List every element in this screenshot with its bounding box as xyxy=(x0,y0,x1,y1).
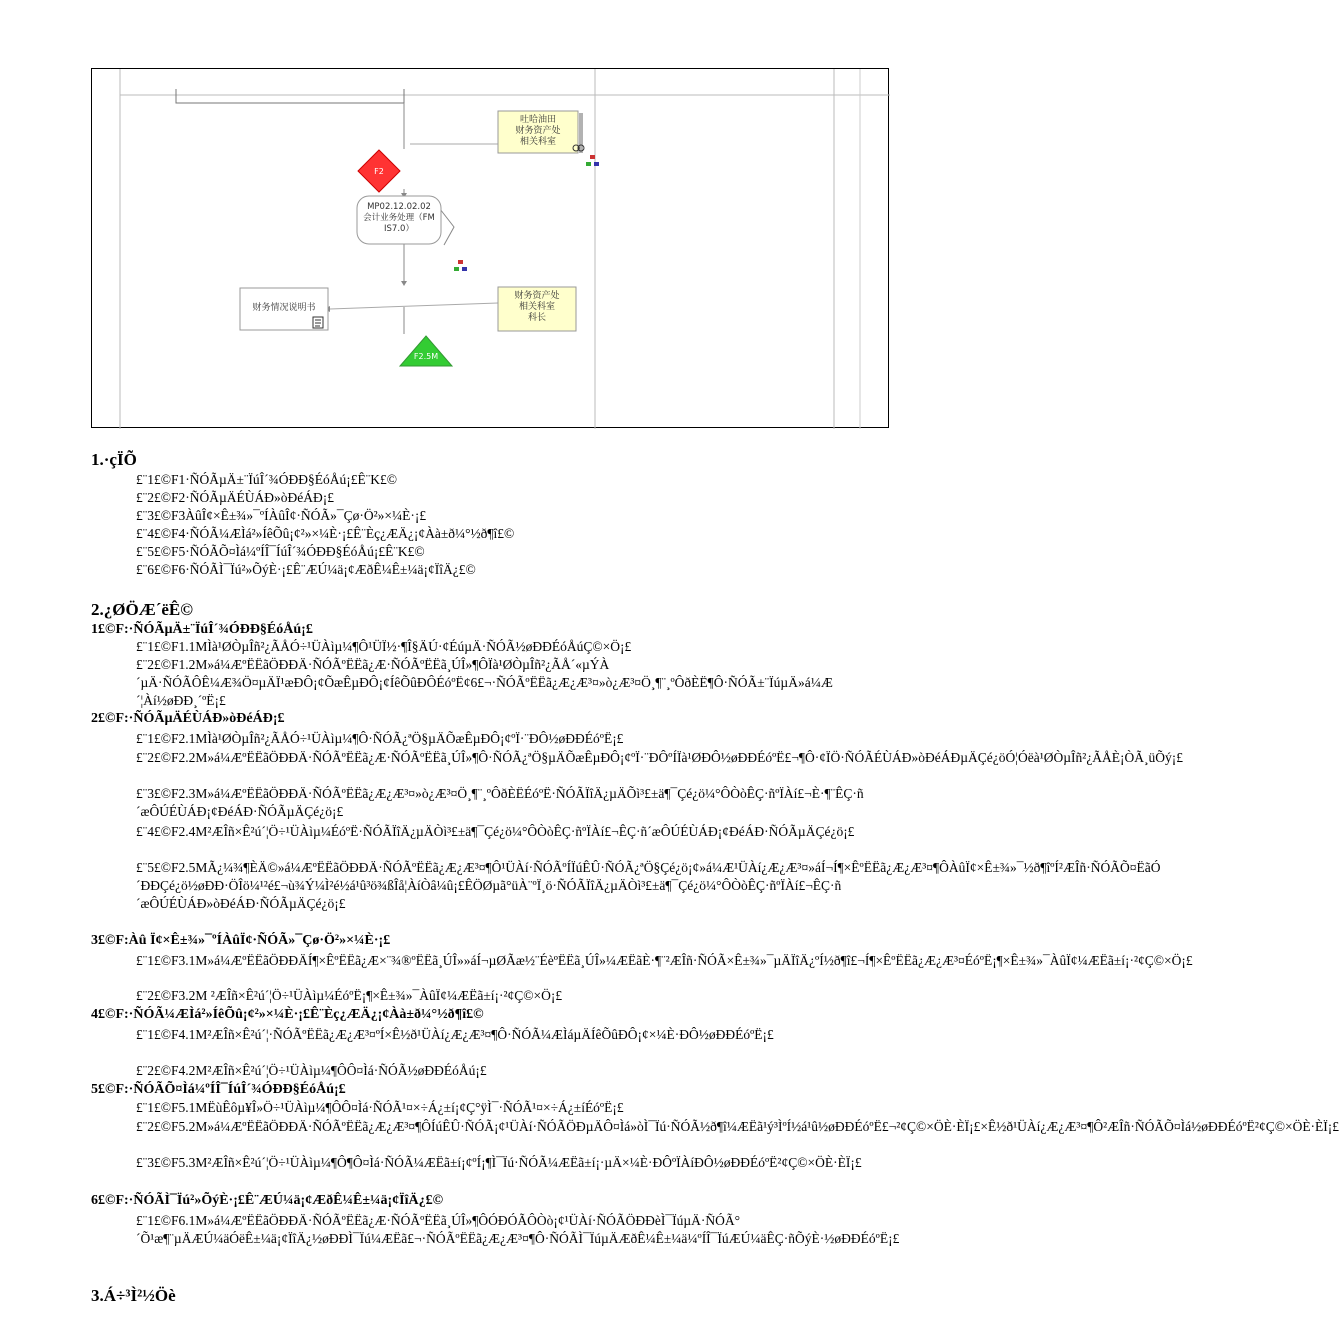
document-icon xyxy=(313,317,323,328)
node-report: 财务情况说明书 xyxy=(252,303,316,313)
control-group-heading: 2£©F:·ÑÓÃµÄÉÙÁÐ»òÐéÁÐ¡£ xyxy=(91,711,285,726)
risk-item: £¨4£©F4·ÑÓÃ¼ÆÌá²»ÍêÕû¡¢²»×¼È·¡£Ê¨Èç¿ÆÄ¿¡¢Àà±ð¼°½ð¶î£© xyxy=(136,526,515,541)
control-item: £¨2£©F3.2M ²ÆÎñ×Ê²ú´¦Ö÷¹ÜÀìµ¼ÉóºË¡¶×Ê±¾»¯ÀûÏ¢¼ÆËã±í¡·²¢Ç©×Ö¡£ xyxy=(136,988,563,1003)
network-icon xyxy=(454,260,467,271)
risk-item: £¨1£©F1·ÑÓÃµÄ±¨ÏúÎ´¾ÓÐÐ§ÉóÅú¡£Ê¨K£© xyxy=(136,472,398,487)
control-group-heading: 1£©F:·ÑÓÃµÄ±¨ÏúÎ´¾ÓÐÐ§ÉóÅú¡£ xyxy=(91,622,313,637)
control-item: £¨2£©F1.2M»á¼ÆºËËãÖÐÐÄ·ÑÓÃºËËã¿Æ·ÑÓÃºËËã¸ÚÎ»¶ÔÏà¹ØÒµÎñ²¿ÃÅ´«µÝÀ´µÄ·ÑÓÃÔÊ¼Æ¾Ö¤µÄÏ¹æÐÔ¡¢ÕæÊµÐÔ¡¢ÍêÕûÐÔÉóºË¢6£¬·ÑÓÃºËËã¿Æ¿Æ³¤»ò¿Æ³¤Ö¸¶¨¸ºÔðÈË¶Ô·ÑÓÃ±¨ÏúµÄ»á¼Æ´¦Àí½øÐÐ¸´ºË¡£ xyxy=(136,657,833,708)
control-item: £¨5£©F2.5MÃ¿¼¾¶ÈÄ©»á¼ÆºËËãÖÐÐÄ·ÑÓÃºËËã¿Æ¿Æ³¤¶Ô¹ÜÀí·ÑÓÃºÍÏúÊÛ·ÑÓÃ¿ªÖ§Çé¿ö¡¢»á¼Æ¹ÜÀí¿Æ¿Æ³¤»áÍ¬Í¶×ÊºËËã¿Æ¿Æ³¤¶ÔÀûÏ¢×Ê±¾»¯½ð¶îºÍ²ÆÎñ·ÑÓÃÕ¤ËãÓ´ÐÐÇé¿ö½øÐÐ·ÖÎö¼¹²é£¬ù¾Ý¼Ì²é½á¹û³ö¾ßÎå¦ÀíÒâ¼û¡£ÊÖØµã°üÀ¨ºÏ¸ö·ÑÓÃÏîÄ¿µÄÒì³£±ä¶¯Çé¿ö¼°ÔÒòÊÇ·ñºÏÀí£¬ÊÇ·ñ´æÔÚÉÙÁÐ»òÐéÁÐ·ÑÓÃµÄÇé¿ö¡£ xyxy=(136,860,1161,911)
section-1-title: 1.·çÏÕ xyxy=(91,450,137,469)
section-2-title: 2.¿ØÖÆ´ëÊ© xyxy=(91,600,193,619)
control-item: £¨2£©F5.2M»á¼ÆºËËãÖÐÐÄ·ÑÓÃºËËã¿Æ¿Æ³¤¶ÔÍúÊÛ·ÑÓÃ¡¢¹ÜÀí·ÑÓÃÖÐµÄÔ¤Ìá»òÌ¯Ïú·ÑÓÃ½ð¶î¼ÆËã¹ý³ÌºÍ½á¹û½øÐÐÉóºË£¬²¢Ç©×ÖÈ·ÈÏ¡£×Ê½ð¹ÜÀí¿Æ¿Æ³¤¶Ô²ÆÎñ·ÑÓÃÕ¤Ìá½øÐÐÉóºË²¢Ç©×ÖÈ·ÈÏ¡£ xyxy=(136,1119,1339,1134)
control-item: £¨3£©F5.3M²ÆÎñ×Ê²ú´¦Ö÷¹ÜÀìµ¼¶Ô¶Ô¤Ìá·ÑÓÃ¼ÆËã±í¡¢ºÍ¡¶Ì¯Ïú·ÑÓÃ¼ÆËã±í¡·µÄ×¼È·ÐÔºÏÀíÐÔ½øÐÐÉóºË²¢Ç©×ÖÈ·ÈÏ¡£ xyxy=(136,1155,862,1170)
control-item: £¨1£©F3.1M»á¼ÆºËËãÖÐÐÄÍ¶×ÊºËËã¿Æ×¨¾®ºËËã¸ÚÎ»»áÍ¬µØÃæ½¨ÉèºËËã¸ÚÎ»¼ÆËãÈ·¶¨²ÆÎñ·ÑÓÃ×Ê±¾»¯µÄÏîÄ¿ºÍ½ð¶î£¬Í¶×ÊºËËã¿Æ¿Æ³¤ÉóºË¡¶×Ê±¾»¯ÀûÏ¢¼ÆËã±í¡·²¢Ç©×Ö¡£ xyxy=(136,953,1193,968)
risk-item: £¨6£©F6·ÑÓÃÌ¯Ïú²»ÕýÈ·¡£Ê¨ÆÚ¼ä¡¢ÆðÊ¼Ê±¼ä¡¢ÏîÄ¿£© xyxy=(136,562,476,577)
node-mp-process: MP02.12.02.02 会计业务处理（FM IS7.0） xyxy=(363,202,435,234)
control-item: £¨2£©F2.2M»á¼ÆºËËãÖÐÐÄ·ÑÓÃºËËã¿Æ·ÑÓÃºËËã¸ÚÎ»¶Ô·ÑÓÃ¿ªÖ§µÄÕæÊµÐÔ¡¢ºÏ·¨ÐÔºÍÏà¹ØÐÔ½øÐÐÉóºË£¬¶Ô·¢ÏÖ·ÑÓÃÉÙÁÐ»òÐéÁÐµÄÇé¿öÓ¦Óëà¹ØÒµÎñ²¿ÃÅÈ¡ÒÃ¸üÕý¡£ xyxy=(136,750,1184,765)
control-group-heading: 6£©F:·ÑÓÃÌ¯Ïú²»ÕýÈ·¡£Ê¨ÆÚ¼ä¡¢ÆðÊ¼Ê±¼ä¡¢ÏîÄ¿£© xyxy=(91,1193,444,1208)
node-tuha-dept: 吐哈油田 财务资产处 相关科室 xyxy=(515,115,561,147)
risk-item: £¨2£©F2·ÑÓÃµÄÉÙÁÐ»òÐéÁÐ¡£ xyxy=(136,490,335,505)
control-group-heading: 3£©F:Àû Ï¢×Ê±¾»¯ºÍÀûÏ¢·ÑÓÃ»¯Çø·Ö²»×¼È·¡£ xyxy=(91,933,391,948)
flowchart-graphics xyxy=(92,69,890,429)
control-item: £¨1£©F6.1M»á¼ÆºËËãÖÐÐÄ·ÑÓÃºËËã¿Æ·ÑÓÃºËËã¸ÚÎ»¶ÔÓÐÓÃÔÒò¡¢¹ÜÀí·ÑÓÃÖÐÐèÌ¯ÏúµÄ·ÑÓÃ°´Õ¹æ¶¨µÄÆÚ¼äÓëÊ±¼ä¡¢ÏîÄ¿½øÐÐÌ¯Ïú¼ÆËã£¬·ÑÓÃºËËã¿Æ¿Æ³¤¶Ô·ÑÓÃÌ¯ÏúµÄÆðÊ¼Ê±¼ä¼ºÍÎ¯ÏúÆÚ¼äÊÇ·ñÕýÈ·½øÐÐÉóºË¡£ xyxy=(136,1213,900,1246)
control-item: £¨1£©F5.1MËùÊôµ¥Î»Ö÷¹ÜÀìµ¼¶ÔÔ¤Ìá·ÑÓÃ¹¤×÷Á¿±í¡¢Ç°ÿÌ¯·ÑÓÃ¹¤×÷Á¿±íÉóºË¡£ xyxy=(136,1100,624,1115)
risk-item: £¨3£©F3ÀûÎ¢×Ê±¾»¯ºÍÀûÎ¢·ÑÓÃ»¯Çø·Ö²»×¼È·¡£ xyxy=(136,508,427,523)
control-item: £¨3£©F2.3M»á¼ÆºËËãÖÐÐÄ·ÑÓÃºËËã¿Æ¿Æ³¤»ò¿Æ³¤Ö¸¶¨¸ºÔðÈËÉóºË·ÑÓÃÏîÄ¿µÄÕì³£±ä¶¯Çé¿ö¼°ÔÒòÊÇ·ñºÏÀí£¬È·¶¨ÊÇ·ñ´æÔÚÉÙÁÐ¡¢ÐéÁÐ·ÑÓÃµÄÇé¿ö¡£ xyxy=(136,786,864,819)
network-icon xyxy=(586,155,599,166)
control-item: £¨2£©F4.2M²ÆÎñ×Ê²ú´¦Ö÷¹ÜÀìµ¼¶ÔÔ¤Ìá·ÑÓÃ½øÐÐÉóÅú¡£ xyxy=(136,1063,487,1078)
control-item: £¨4£©F2.4M²ÆÎñ×Ê²ú´¦Ö÷¹ÜÀìµ¼ÉóºË·ÑÓÃÏîÄ¿µÄÒì³£±ä¶¯Çé¿ö¼°ÔÒòÊÇ·ñºÏÀí£¬ÊÇ·ñ´æÔÚÉÙÁÐ¡¢ÐéÁÐ·ÑÓÃµÄÇé¿ö¡£ xyxy=(136,824,855,839)
section-3-title: 3.Á÷³Ì²½Öè xyxy=(91,1286,176,1305)
control-item: £¨1£©F1.1MÌà¹ØÒµÎñ²¿ÃÅÓ÷¹ÜÀìµ¼¶Ô¹ÜÏ½·¶Î§ÄÚ·¢ÉúµÄ·ÑÓÃ½øÐÐÉóÅúÇ©×Ö¡£ xyxy=(136,639,632,654)
control-item: £¨1£©F2.1MÌà¹ØÒµÎñ²¿ÃÅÓ÷¹ÜÀìµ¼¶Ô·ÑÓÃ¿ªÖ§µÄÕæÊµÐÔ¡¢ºÏ·¨ÐÔ½øÐÐÉóºË¡£ xyxy=(136,731,624,746)
control-group-heading: 4£©F:·ÑÓÃ¼ÆÌá²»ÍêÕû¡¢²»×¼È·¡£Ê¨Èç¿ÆÄ¿¡¢Àà±ð¼°½ð¶î£© xyxy=(91,1007,484,1022)
risk-item: £¨5£©F5·ÑÓÃÕ¤Ìá¼ºÍÎ¯ÍúÎ´¾ÓÐÐ§ÉóÅú¡£Ê¨K£© xyxy=(136,544,425,559)
node-f25m-label: F2.5M xyxy=(413,352,439,361)
control-item: £¨1£©F4.1M²ÆÎñ×Ê²ú´¦·ÑÓÃºËËã¿Æ¿Æ³¤ºÍ×Ê½ð¹ÜÀí¿Æ¿Æ³¤¶Ô·ÑÓÃ¼ÆÌáµÄÍêÕûÐÔ¡¢×¼È·ÐÔ½øÐÐÉóºË¡£ xyxy=(136,1027,774,1042)
control-group-heading: 5£©F:·ÑÓÃÕ¤Ìá¼ºÍÎ¯ÍúÎ´¾ÓÐÐ§ÉóÅú¡£ xyxy=(91,1082,346,1097)
node-chief: 财务资产处 相关科室 科长 xyxy=(514,291,560,323)
node-f2-label: F2 xyxy=(374,167,384,176)
flowchart-frame xyxy=(91,68,889,428)
